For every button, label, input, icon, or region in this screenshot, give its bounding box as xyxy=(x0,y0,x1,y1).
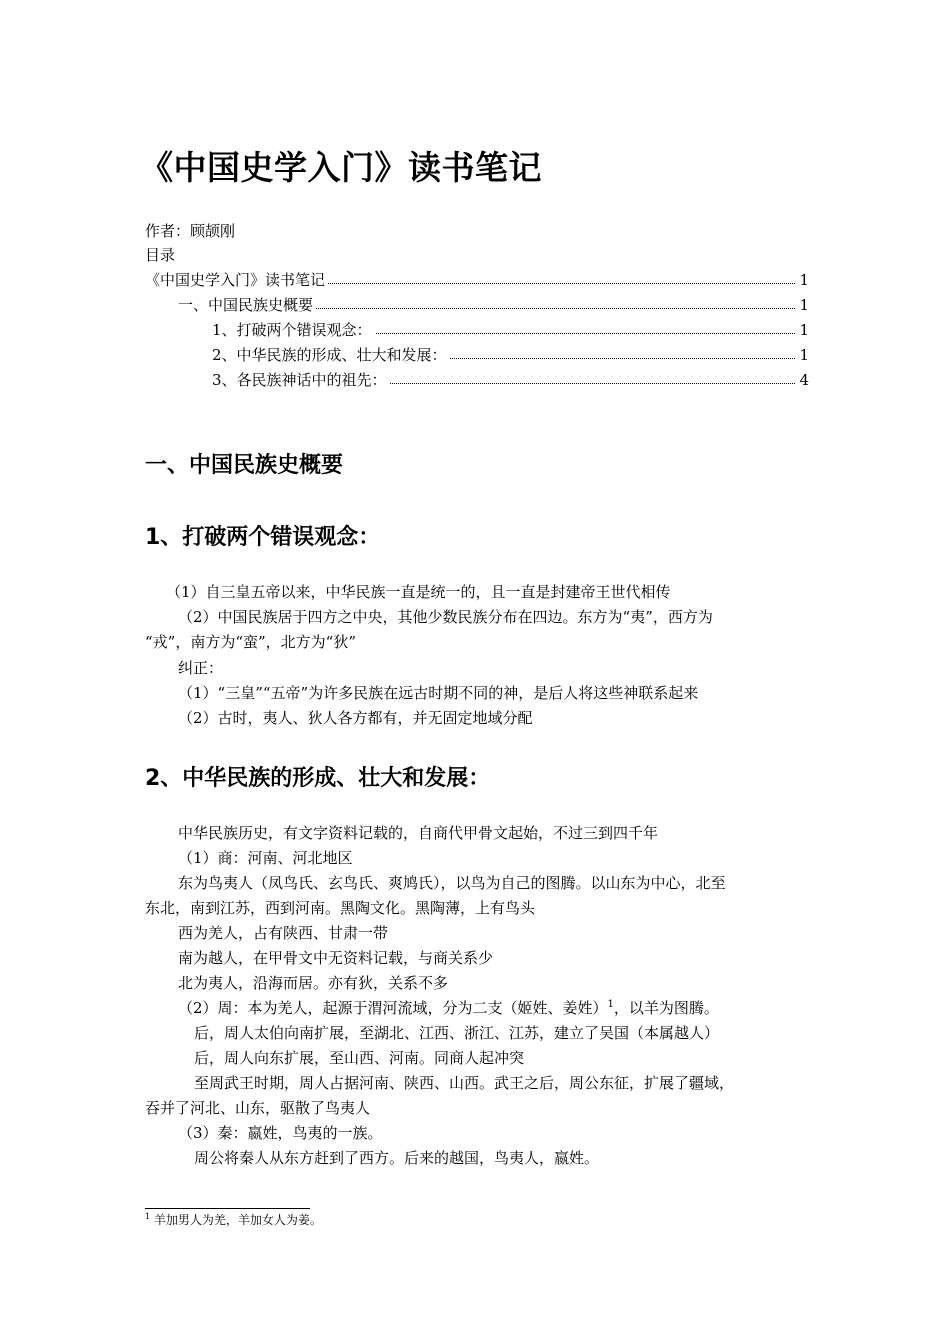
paragraph: 中华民族历史，有文字资料记载的，自商代甲骨文起始，不过三到四千年 xyxy=(178,824,659,842)
paragraph: （1）自三皇五帝以来，中华民族一直是统一的，且一直是封建帝王世代相传 xyxy=(166,583,671,601)
subsection-heading: 2、中华民族的形成、壮大和发展： xyxy=(145,766,491,791)
toc-entry-page: 1 xyxy=(799,296,809,314)
paragraph: 东北，南到江苏，西到河南。黑陶文化。黑陶薄，上有鸟头 xyxy=(145,899,536,917)
author-line: 作者：顾颉刚 xyxy=(145,222,236,240)
paragraph: 吞并了河北、山东，驱散了鸟夷人 xyxy=(145,1099,371,1117)
paragraph: 至周武王时期，周人占据河南、陕西、山西。武王之后，周公东征，扩展了疆域， xyxy=(194,1074,735,1092)
paragraph: （1）商：河南、河北地区 xyxy=(178,849,353,867)
toc-entry-label: 《中国史学入门》读书笔记 xyxy=(145,270,328,290)
paragraph: （2）中国民族居于四方之中央，其他少数民族分布在四边。东方为“夷”，西方为 xyxy=(178,608,713,626)
paragraph: “戎”，南方为“蛮”，北方为“狄” xyxy=(145,633,357,651)
toc-entry[interactable] xyxy=(0,370,950,390)
paragraph-text: ，以羊为图腾。 xyxy=(613,999,719,1017)
toc-entry[interactable] xyxy=(0,270,950,290)
toc-entry-label: 2、中华民族的形成、壮大和发展： xyxy=(212,345,450,365)
paragraph: （3）秦：嬴姓，鸟夷的一族。 xyxy=(178,1124,383,1142)
paragraph: 东为鸟夷人（凤鸟氏、玄鸟氏、爽鸠氏），以鸟为自己的图腾。以山东为中心，北至 xyxy=(178,874,726,892)
paragraph: 纠正： xyxy=(178,659,224,677)
paragraph xyxy=(178,998,719,1018)
footnote-text: 羊加男人为羌，羊加女人为姜。 xyxy=(153,1213,322,1227)
paragraph: （1）“三皇”“五帝”为许多民族在远古时期不同的神，是后人将这些神联系起来 xyxy=(178,684,699,702)
toc-entry-label: 1、打破两个错误观念： xyxy=(212,320,375,340)
footnote xyxy=(145,1212,322,1228)
toc-entry-label: 一、中国民族史概要 xyxy=(178,295,316,315)
document-title: 《中国史学入门》读书笔记 xyxy=(140,148,542,187)
footnote-mark: 1 xyxy=(145,1212,151,1221)
toc-entry[interactable] xyxy=(0,295,950,315)
section-heading: 一、中国民族史概要 xyxy=(145,453,344,478)
subsection-heading: 1、打破两个错误观念： xyxy=(145,525,381,550)
toc-entry-page: 1 xyxy=(799,321,809,339)
toc-entry-page: 1 xyxy=(799,271,809,289)
toc-entry-page: 4 xyxy=(799,371,809,389)
toc-entry-page: 1 xyxy=(799,346,809,364)
toc-heading: 目录 xyxy=(145,246,176,264)
toc-entry[interactable] xyxy=(0,345,950,365)
paragraph: 北为夷人，沿海而居。亦有狄，关系不多 xyxy=(178,974,449,992)
footnote-separator xyxy=(145,1208,310,1209)
paragraph: 后，周人太伯向南扩展，至湖北、江西、浙江、江苏，建立了吴国（本属越人） xyxy=(194,1024,720,1042)
paragraph-text: （2）周：本为羌人，起源于渭河流域，分为二支（姬姓、姜姓） xyxy=(178,999,608,1017)
paragraph: 南为越人，在甲骨文中无资料记载，与商关系少 xyxy=(178,949,494,967)
paragraph: （2）古时，夷人、狄人各方都有，并无固定地域分配 xyxy=(178,709,533,727)
paragraph: 周公将秦人从东方赶到了西方。后来的越国，鸟夷人，嬴姓。 xyxy=(194,1149,600,1167)
paragraph: 西为羌人，占有陕西、甘肃一带 xyxy=(178,924,389,942)
paragraph: 后，周人向东扩展，至山西、河南。同商人起冲突 xyxy=(194,1049,525,1067)
toc-entry-label: 3、各民族神话中的祖先： xyxy=(212,370,390,390)
toc-entry[interactable] xyxy=(0,320,950,340)
footnote-reference[interactable]: 1 xyxy=(607,999,614,1010)
